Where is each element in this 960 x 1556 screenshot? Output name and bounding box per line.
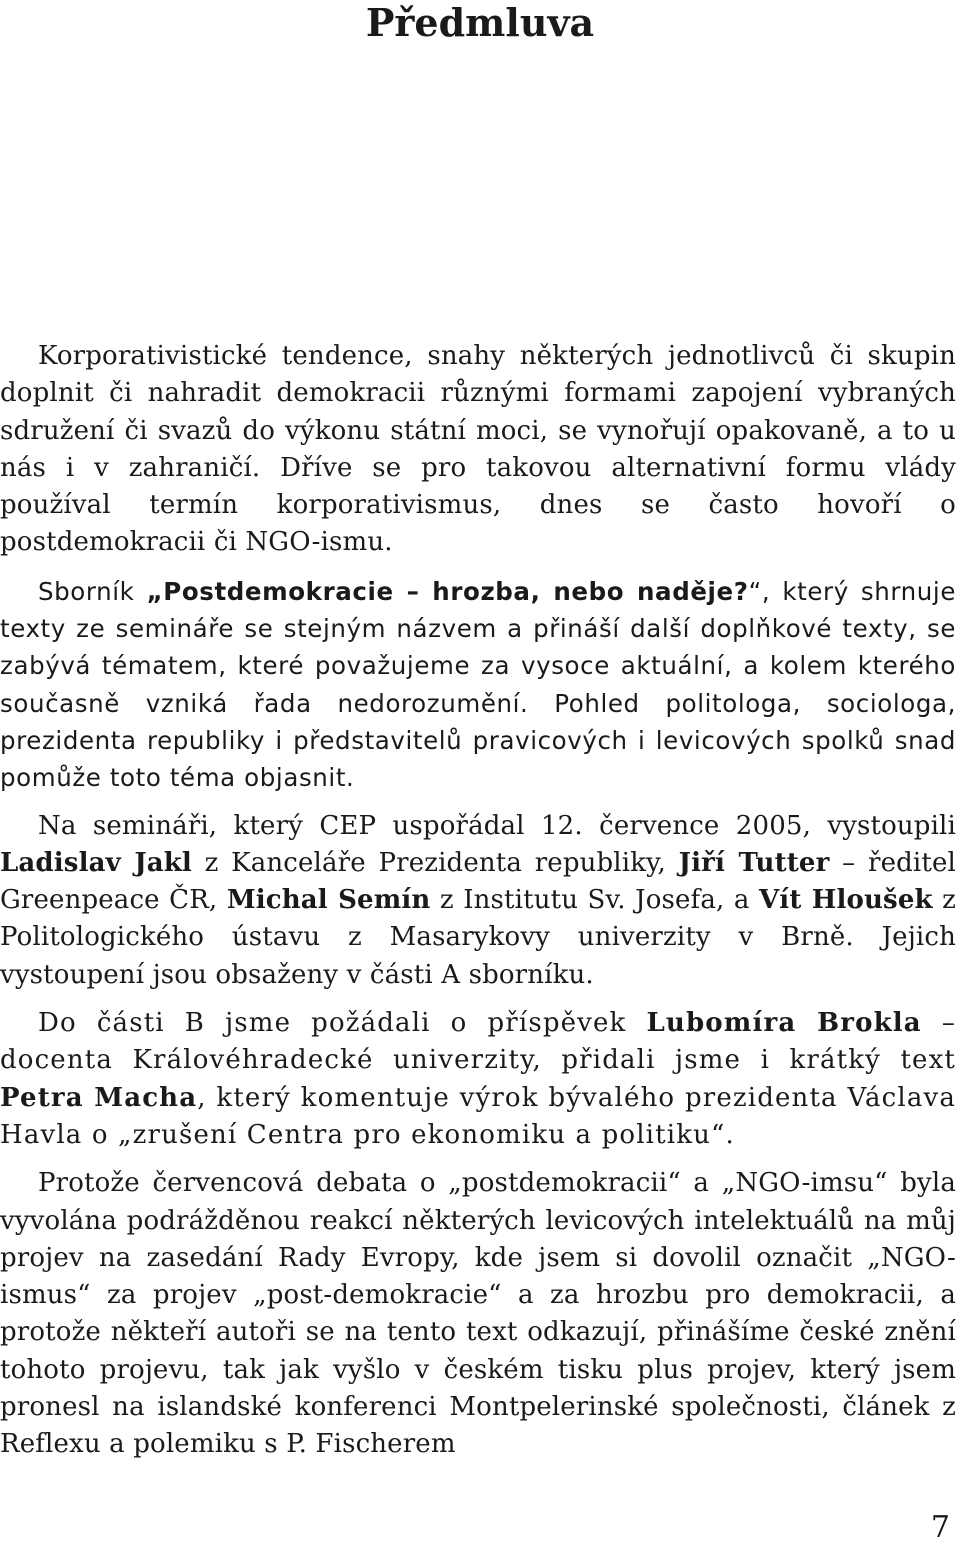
page-number: 7 [930, 1510, 950, 1545]
bold-name-text: „Postdemokracie – hrozba, nebo naděje? [146, 576, 749, 606]
bold-name-text: Lubomíra Brokla [646, 1008, 922, 1039]
paragraph-text: Sborník [38, 576, 147, 606]
preface-body [0, 338, 956, 1475]
paragraph-part-b [0, 1005, 956, 1154]
paragraph-july-debate [0, 1165, 956, 1463]
paragraph-text: Protože červencová debata o „postdemokracii“ a „NGO-imsu“ byla vyvolána podrážděnou reakcí některých levicových intelektuálů na můj projev na zasedání Rady Evropy, kde jsem si dovolil označit „NGO-ismus“ za projev „post-demokracie“ a za hrozbu pro demokracii, a protože někteří autoři se na tento text odkazují, přinášíme české znění tohoto projevu, tak jak vyšlo v českém tisku plus projev, který jsem pronesl na islandské konferenci Montpelerinské společnosti, článek z Reflexu a polemiku s P. Fischerem [0, 1168, 956, 1460]
paragraph-text: , který komentuje výrok bývalého prezidenta Václava Havla o „zrušení Centra pro ekonomiku a politiku“. [0, 1082, 956, 1150]
paragraph-text: z Kanceláře Prezidenta republiky, [191, 847, 679, 878]
bold-name-text: Jiří Tutter [678, 847, 830, 878]
paragraph-text: z Institutu Sv. Josefa, a [430, 885, 759, 916]
paragraph-text: – docenta Královéhradecké univerzity, přidali jsme i krátký text [0, 1008, 956, 1076]
page-title: Předmluva [365, 0, 595, 45]
bold-name-text: Vít Hloušek [758, 885, 933, 916]
bold-name-text: Petra Macha [0, 1082, 198, 1113]
paragraph-text: Na semináři, který CEP uspořádal 12. července 2005, vystoupili [38, 810, 956, 841]
paragraph-text: “, který shrnuje texty ze semináře se stejným názvem a přináší další doplňkové texty, se zabývá tématem, které považujeme za vysoce aktuální, a kolem kterého současně vzniká řada nedorozumění. Pohled politologa, sociologa, prezidenta republiky i představitelů pravicových i levicových spolků snad pomůže toto téma objasnit. [0, 576, 956, 793]
paragraph-text: Korporativistické tendence, snahy některých jednotlivců či skupin doplnit či nahradit demokracii různými formami zapojení vybraných sdružení či svazů do výkonu státní moci, se vynořují opakovaně, a to u nás i v zahraničí. Dříve se pro takovou alternativní formu vlády používal termín korporativismus, dnes se často hovoří o postdemokracii či NGO-ismu. [0, 341, 956, 558]
paragraph-text: z Politologického ústavu z Masarykovy univerzity v Brně. Jejich vystoupení jsou obsaženy v části A sborníku. [0, 885, 957, 990]
paragraph-anthology [0, 573, 956, 797]
paragraph-seminar [0, 808, 956, 994]
bold-name-text: Michal Semín [226, 885, 431, 916]
paragraph-text: – ředitel Greenpeace ČR, [0, 847, 956, 916]
bold-name-text: Ladislav Jakl [0, 847, 192, 878]
paragraph-text: Do části B jsme požádali o příspěvek [38, 1008, 647, 1039]
paragraph-intro [0, 338, 956, 562]
